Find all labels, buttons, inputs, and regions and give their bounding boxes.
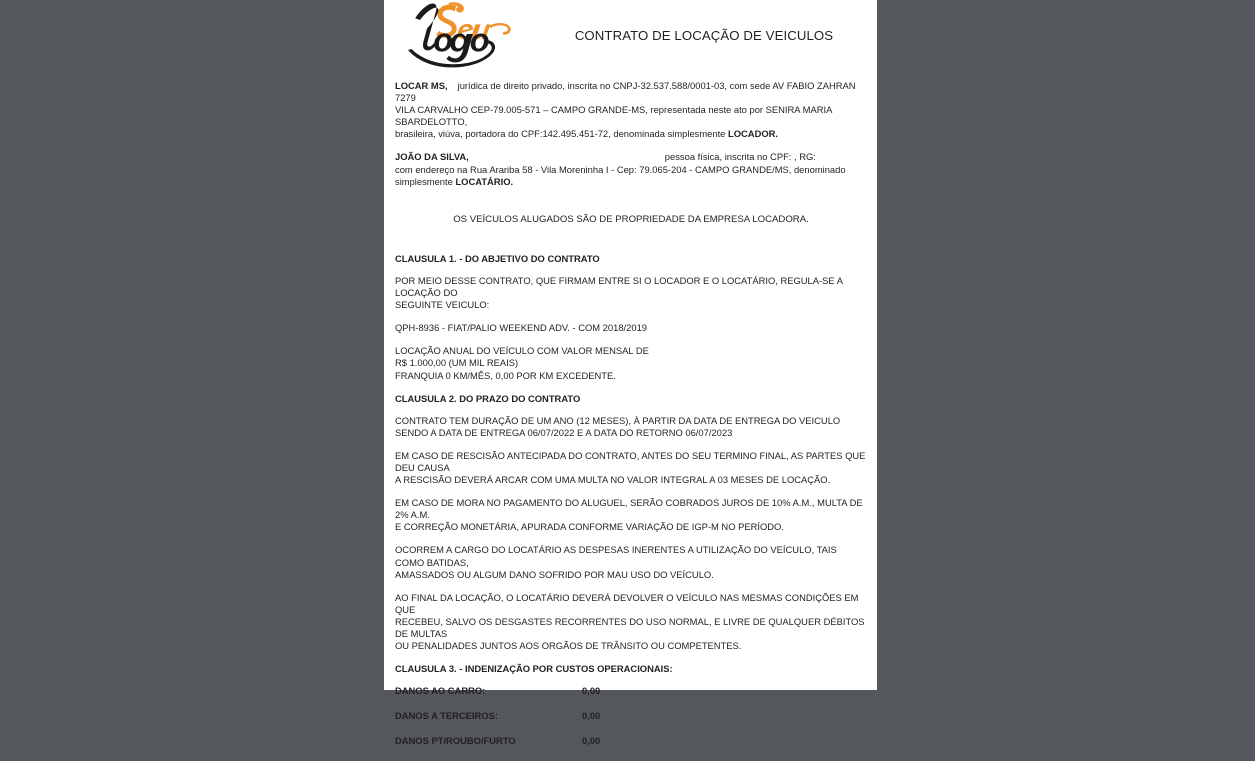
locador-paragraph: [395, 80, 867, 140]
locador-line-3-pre: brasileira, viúva, portadora do CPF:142.495.451-72, denominada simplesmente: [395, 128, 729, 140]
locatario-line-2: com endereço na Rua Arariba 58 - Vila Moreninha I - Cep: 79.065-204 - CAMPO GRANDE/MS, denominado: [395, 163, 846, 175]
contract-page: [384, 0, 877, 747]
locador-line-1: [395, 80, 867, 104]
damage-label: DANOS A TERCEIROS:: [395, 710, 498, 722]
damage-value: 0,00: [582, 685, 601, 697]
clause-2-p5-line-1: AO FINAL DA LOCAÇÃO, O LOCATÁRIO DEVERÁ DEVOLVER O VEÍCULO NAS MESMAS CONDIÇÕES EM QUE: [395, 591, 862, 615]
clause-3-heading: CLAUSULA 3. - INDENIZAÇÃO POR CUSTOS OPERACIONAIS:: [395, 663, 673, 675]
damage-label: DANOS PT/ROUBO/FURTO: [395, 735, 516, 747]
vehicle-description: QPH-8936 - FIAT/PALIO WEEKEND ADV. - COM 2018/2019: [395, 322, 647, 334]
clause-2-p1-line-2: SENDO A DATA DE ENTREGA 06/07/2022 E A DATA DO RETORNO 06/07/2023: [395, 426, 733, 438]
locatario-line-3: [395, 176, 867, 188]
clause-2-paragraph-2: [395, 450, 867, 486]
clause-2-paragraph-1: [395, 415, 867, 439]
locatario-paragraph: [395, 151, 867, 187]
damage-label: DANOS AO CARRO:: [395, 685, 486, 697]
rent-line-3: FRANQUIA 0 KM/MÊS, 0,00 POR KM EXCEDENTE.: [395, 369, 616, 381]
clause-2-p1-line-1: CONTRATO TEM DURAÇÃO DE UM ANO (12 MESES), À PARTIR DA DATA DE ENTREGA DO VEICULO: [395, 414, 841, 426]
seu-logo-logo: [396, 2, 514, 76]
table-row: [395, 685, 600, 710]
clause-2-paragraph-4: [395, 544, 867, 580]
clause-2-p4-line-1: OCORREM A CARGO DO LOCATÁRIO AS DESPESAS INERENTES A UTILIZAÇÃO DO VEÍCULO, TAIS COMO BATIDAS,: [395, 544, 840, 568]
clause-2-p2-line-2: A RESCISÃO DEVERÁ ARCAR COM UMA MULTA NO VALOR INTEGRAL A 03 MESES DE LOCAÇÃO.: [395, 474, 831, 486]
clause-2-p4-line-2: AMASSADOS OU ALGUM DANO SOFRIDO POR MAU USO DO VEÍCULO.: [395, 568, 714, 580]
document-content: [384, 80, 877, 761]
clause-2-p3-line-2: E CORREÇÃO MONETÁRIA, APURADA CONFORME VARIAÇÃO DE IGP-M NO PERÍODO.: [395, 521, 784, 533]
damages-table: [395, 685, 600, 760]
locador-keyword: LOCADOR.: [728, 128, 779, 140]
table-row: [395, 735, 600, 760]
locatario-line-1: [395, 151, 867, 163]
clause-1-intro: [395, 275, 867, 311]
damage-value: 0,00: [582, 710, 601, 722]
damages-table-body: [395, 685, 600, 760]
document-header: [384, 0, 877, 80]
rent-line-1: LOCAÇÃO ANUAL DO VEÍCULO COM VALOR MENSAL DE: [395, 345, 649, 357]
rent-line-2: R$ 1.000,00 (UM MIL REAIS): [395, 357, 519, 369]
clause-1-intro-line-2: SEGUINTE VEICULO:: [395, 299, 490, 311]
damage-value: 0,00: [582, 735, 601, 747]
locatario-line-1-rest: pessoa física, inscrita no CPF: , RG:: [664, 151, 816, 163]
locador-line-3: [395, 128, 867, 140]
clause-2-heading: CLAUSULA 2. DO PRAZO DO CONTRATO: [395, 392, 581, 404]
clause-2-p5-line-3: OU PENALIDADES JUNTOS AOS ORGÃOS DE TRÂNSITO OU COMPETENTES.: [395, 640, 742, 652]
clause-1-rent: [395, 345, 867, 381]
locador-line-2: VILA CARVALHO CEP-79.005-571 – CAMPO GRANDE-MS, representada neste ato por SENIRA MARIA SBARDELOTTO,: [395, 104, 835, 128]
ownership-note: OS VEÍCULOS ALUGADOS SÃO DE PROPRIEDADE DA EMPRESA LOCADORA.: [453, 213, 809, 225]
clause-1-vehicle: [395, 322, 867, 334]
table-row: [395, 710, 600, 735]
locatario-name: JOÃO DA SILVA,: [395, 151, 469, 163]
locatario-line-3-pre: simplesmente: [395, 175, 456, 187]
page-title: CONTRATO DE LOCAÇÃO DE VEICULOS: [574, 28, 834, 43]
clause-1-heading: CLAUSULA 1. - DO ABJETIVO DO CONTRATO: [395, 252, 600, 264]
locatario-keyword: LOCATÁRIO.: [455, 175, 514, 187]
clause-2-paragraph-5: [395, 592, 867, 652]
clause-1-intro-line-1: POR MEIO DESSE CONTRATO, QUE FIRMAM ENTRE SI O LOCADOR E O LOCATÁRIO, REGULA-SE A LOCAÇÃO DO: [395, 274, 846, 299]
clause-2-p5-line-2: RECEBEU, SALVO OS DESGASTES RECORRENTES DO USO NORMAL, E LIVRE DE QUALQUER DÉBITOS DE MULTAS: [395, 615, 868, 639]
clause-2-p2-line-1: EM CASO DE RESCISÃO ANTECIPADA DO CONTRATO, ANTES DO SEU TERMINO FINAL, AS PARTES QUE DEU CAUSA: [395, 449, 869, 473]
clause-2-paragraph-3: [395, 497, 867, 533]
locador-name: LOCAR MS,: [395, 80, 448, 91]
locador-line-1-rest: jurídica de direito privado, inscrita no CNPJ-32.537.588/0001-03, com sede AV FABIO ZAHRAN 7279: [395, 80, 859, 104]
clause-2-p3-line-1: EM CASO DE MORA NO PAGAMENTO DO ALUGUEL, SERÃO COBRADOS JUROS DE 10% A.M., MULTA DE 2% A.M.: [395, 497, 866, 521]
